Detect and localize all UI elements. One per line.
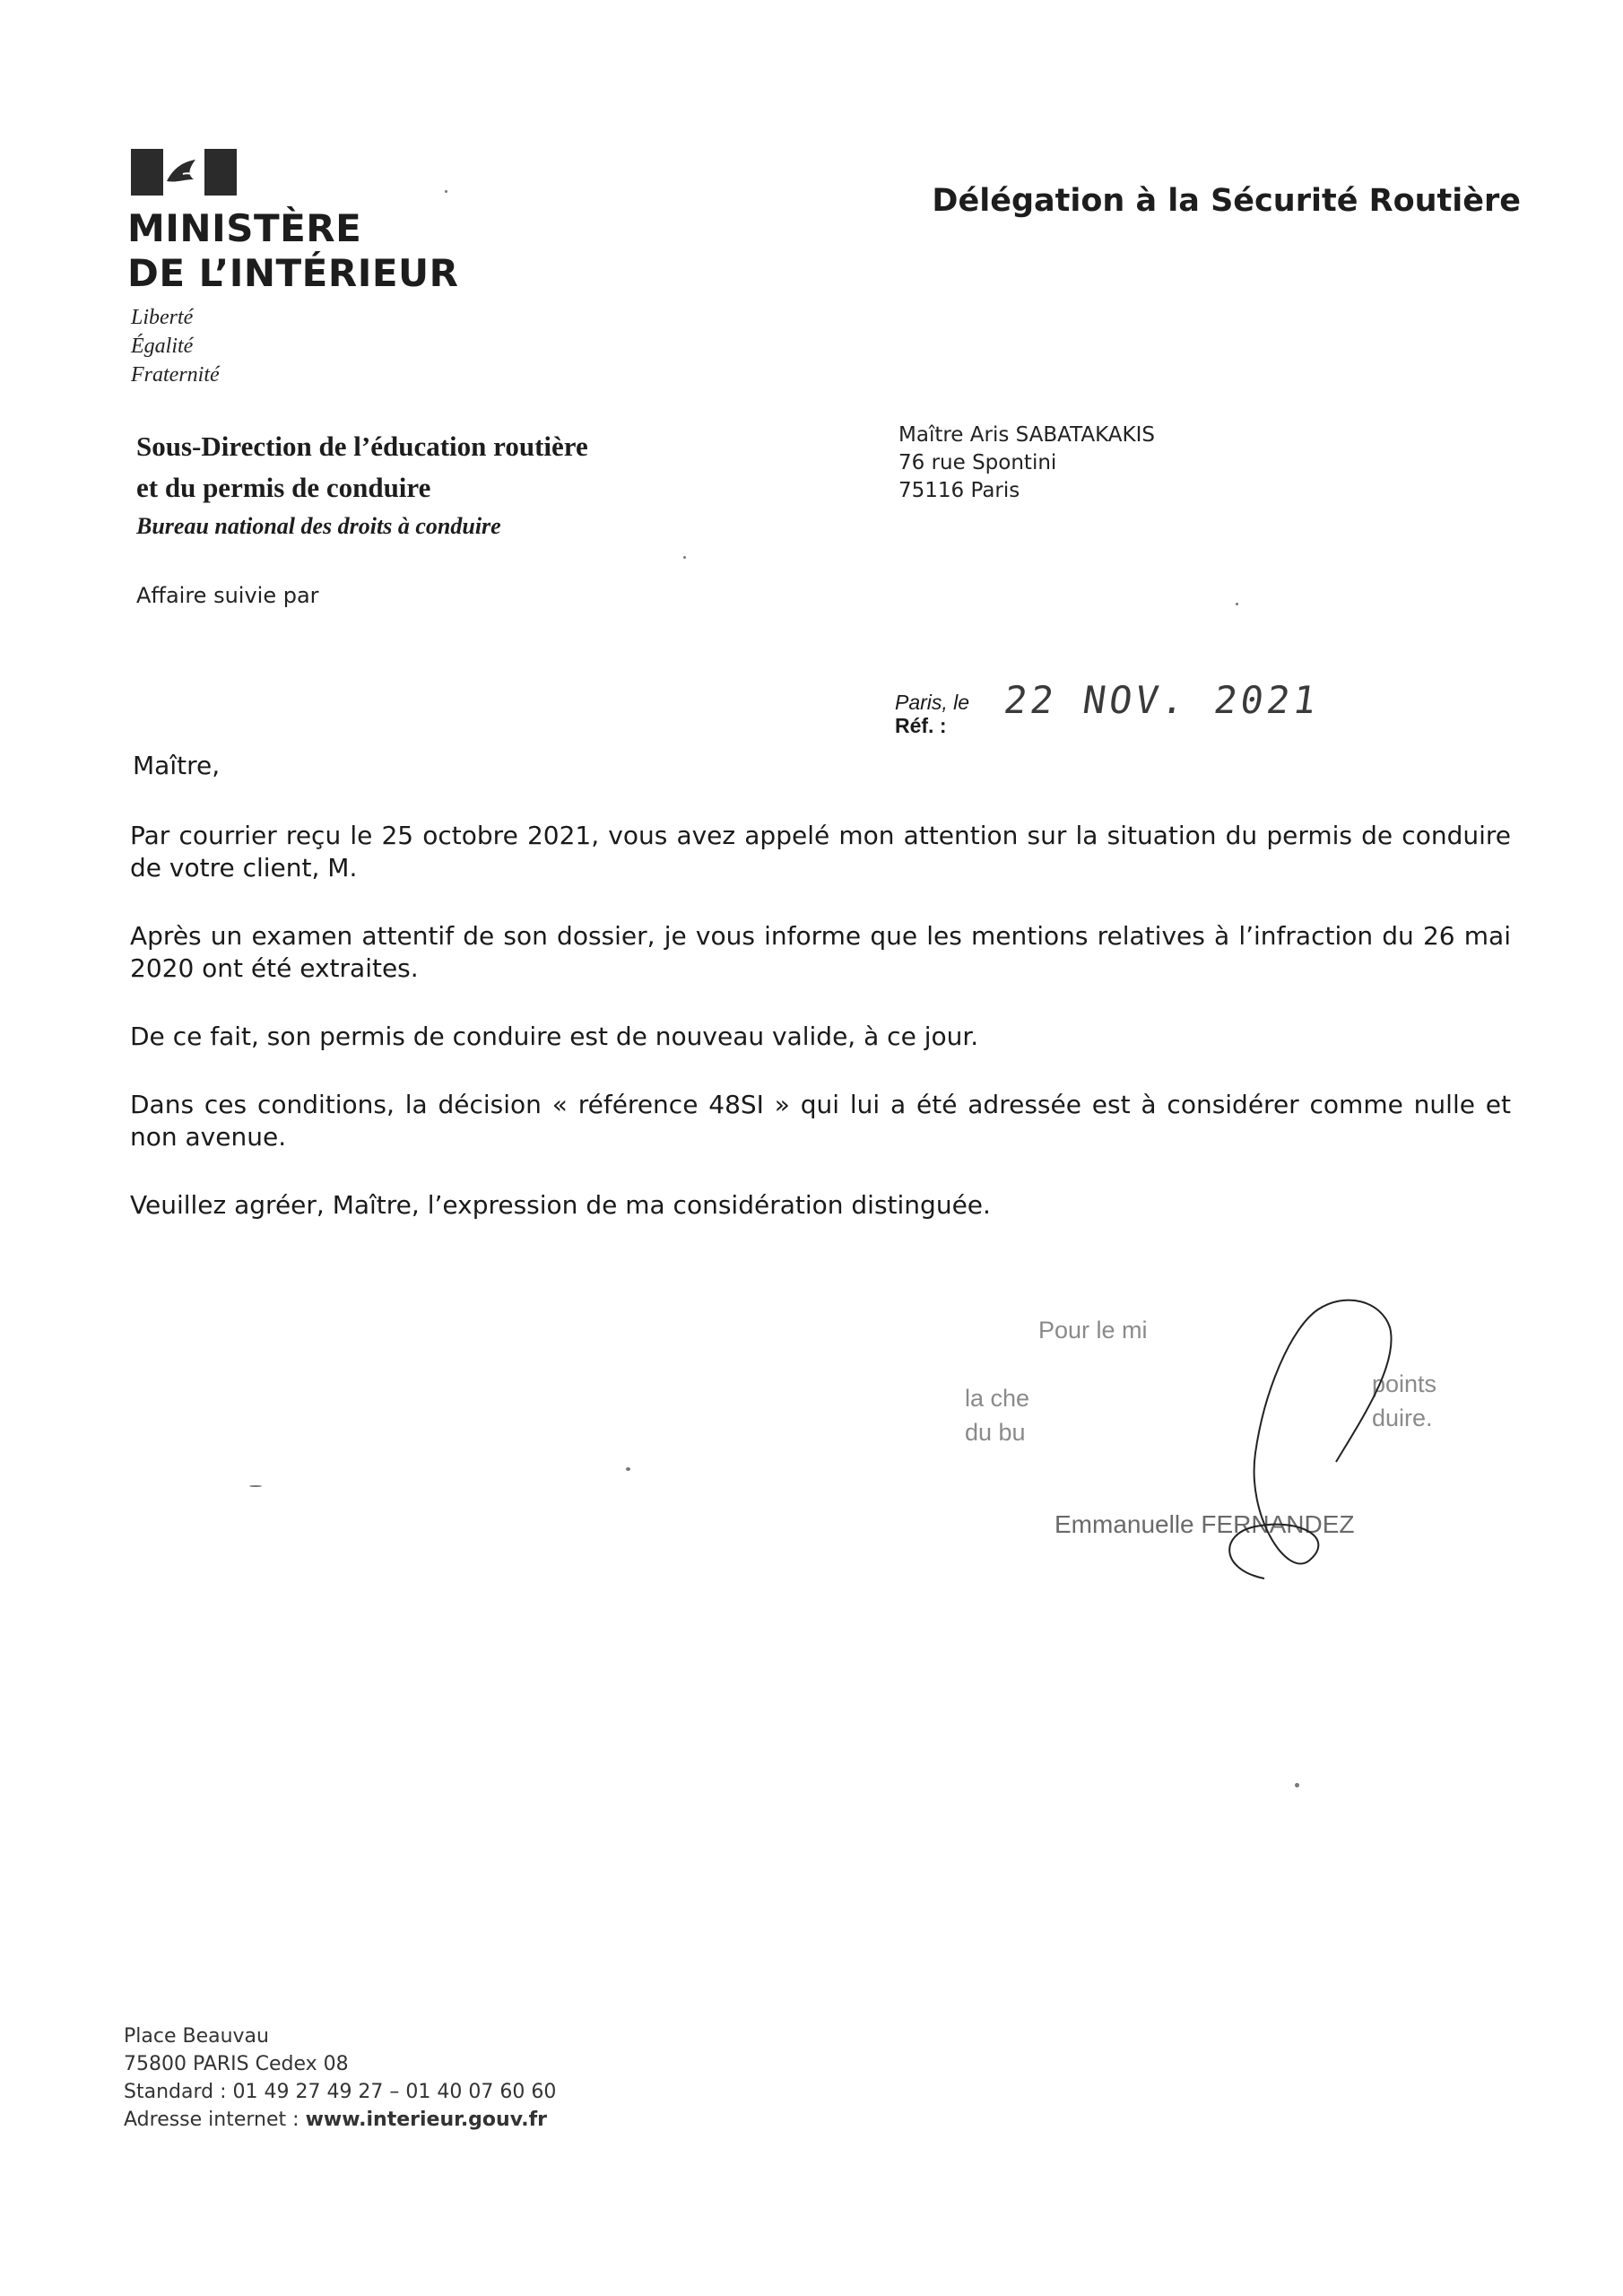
marianne-logo [131,149,237,196]
footer-address-line-2: 75800 PARIS Cedex 08 [124,2053,349,2075]
place-label: Paris, le [895,691,970,714]
signature-stamp-line-2: la che [965,1385,1030,1412]
delegation-heading: Délégation à la Sécurité Routière [932,183,1521,219]
footer-address-line-1: Place Beauvau [124,2025,269,2048]
scan-speck [1236,603,1238,605]
footer-website-link[interactable]: www.interieur.gouv.fr [305,2109,548,2131]
scan-speck [683,556,686,559]
signature-stamp-line-3: du bu [965,1419,1026,1446]
subdirection-line-1: Sous-Direction de l’éducation routière [136,430,588,462]
body-paragraph: Après un examen attentif de son dossier, je vous informe que les mentions relatives à l’infraction du 26 mai 2020 ont été extraites. [130,921,1511,983]
footer-phone: Standard : 01 49 27 49 27 – 01 40 07 60 60 [124,2081,557,2103]
scan-speck [445,190,447,193]
recipient-street: 76 rue Spontini [898,451,1057,474]
signature-stamp-line-2-right: points [1372,1370,1437,1397]
body-paragraph: De ce fait, son permis de conduire est de nouveau valide, à ce jour. [130,1022,979,1051]
bureau-name: Bureau national des droits à conduire [136,513,501,539]
scan-speck [249,1485,262,1487]
affaire-suivie-label: Affaire suivie par [136,583,319,608]
motto-fraternite: Fraternité [131,363,220,387]
signatory-name: Emmanuelle FERNANDEZ [1055,1510,1355,1538]
motto-egalite: Égalité [131,335,194,358]
recipient-city: 75116 Paris [898,479,1020,502]
subdirection-line-2: et du permis de conduire [136,472,431,503]
body-paragraph: Dans ces conditions, la décision « référence 48SI » qui lui a été adressée est à considérer comme nulle et non avenue. [130,1090,1511,1152]
recipient-name: Maître Aris SABATAKAKIS [898,423,1155,447]
footer-website-label: Adresse internet : [124,2109,306,2131]
handwritten-signature [1202,1292,1417,1587]
date-stamp: 22 NOV. 2021 [1001,678,1323,722]
scan-speck [626,1467,630,1471]
signature-stamp-line-3-right: duire. [1372,1405,1433,1431]
closing-paragraph: Veuillez agréer, Maître, l’expression de ma considération distinguée. [130,1190,991,1220]
signature-stamp-line-1: Pour le mi [1038,1317,1148,1344]
motto-liberte: Liberté [131,306,194,329]
body-paragraph: Par courrier reçu le 25 octobre 2021, vous avez appelé mon attention sur la situation du permis de conduire de votre client, M. [130,821,1511,883]
reference-label: Réf. : [895,714,947,737]
scan-speck [1295,1783,1299,1787]
ministry-name-line-2: DE L’INTÉRIEUR [127,251,459,295]
footer-website [124,2110,547,2130]
salutation: Maître, [133,751,221,780]
ministry-name-line-1: MINISTÈRE [127,206,362,250]
